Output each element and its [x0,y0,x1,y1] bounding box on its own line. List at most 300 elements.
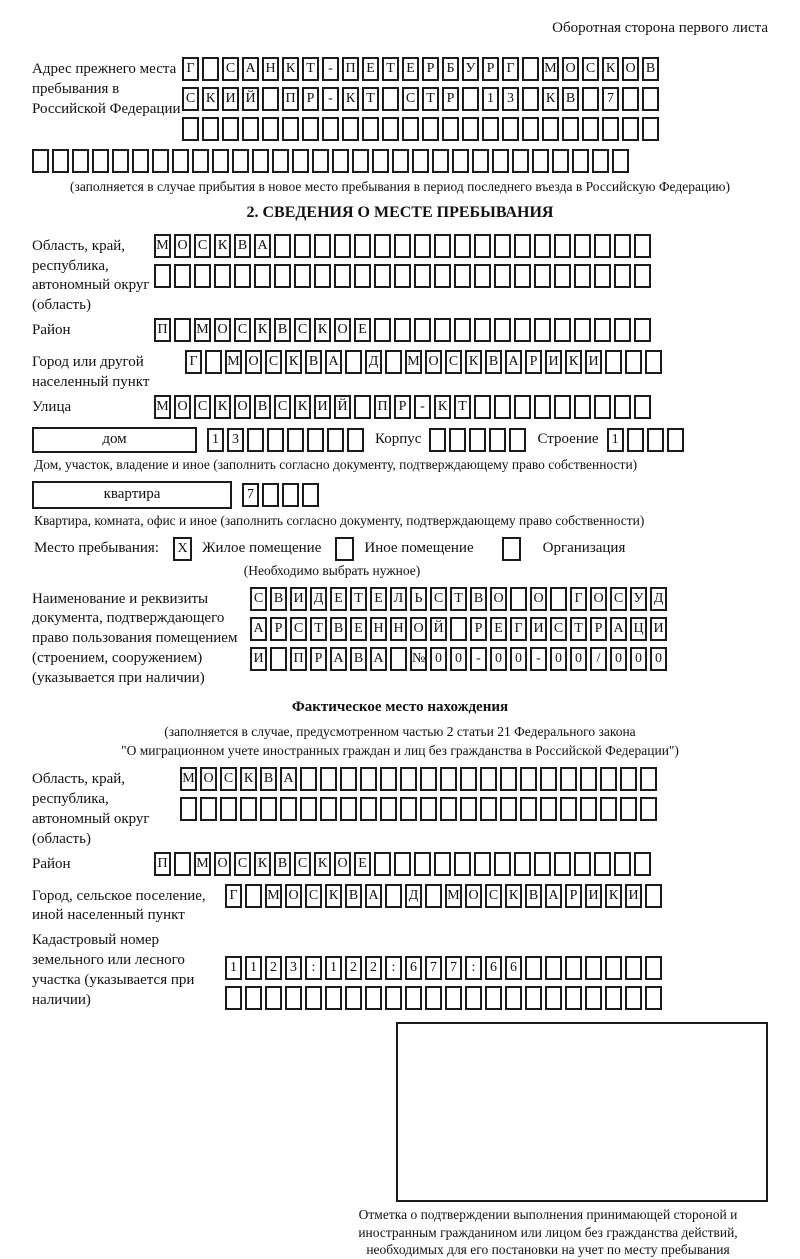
char-box: Ц [630,617,647,641]
char-box: В [274,318,291,342]
char-box: 2 [365,956,382,980]
region-field [32,234,768,316]
char-box [365,986,382,1010]
char-box [622,117,639,141]
char-box [282,117,299,141]
char-box [449,428,466,452]
char-box: С [234,318,251,342]
char-box: В [260,767,277,791]
char-box [460,797,477,821]
char-box [394,318,411,342]
char-box: № [410,647,427,671]
stay-other-checkbox [335,537,354,561]
char-box [614,395,631,419]
char-box [634,264,651,288]
char-box: / [590,647,607,671]
char-box: 3 [227,428,244,452]
char-box [594,852,611,876]
char-box: К [214,395,231,419]
char-box [342,117,359,141]
char-box: К [434,395,451,419]
char-box [454,318,471,342]
char-box [414,264,431,288]
char-box: - [414,395,431,419]
house-label-box: дом [32,427,197,453]
char-box [522,87,539,111]
char-box: Б [442,57,459,81]
prev-address-row-1 [182,57,662,81]
char-box [354,264,371,288]
stay-residential-checkbox: X [173,537,192,561]
char-box: С [582,57,599,81]
char-box [474,264,491,288]
confirmation-stamp-box [396,1022,768,1202]
char-box [302,117,319,141]
char-box [542,117,559,141]
char-box [352,149,369,173]
char-box [640,767,657,791]
char-box [302,483,319,507]
region-row-1 [154,234,654,258]
char-box [474,852,491,876]
document-field [32,587,768,689]
char-box: О [174,234,191,258]
char-box [634,234,651,258]
char-box: С [250,587,267,611]
char-box: И [650,617,667,641]
char-box [520,797,537,821]
char-box: К [542,87,559,111]
char-box: А [280,767,297,791]
char-box [152,149,169,173]
char-box [494,395,511,419]
char-box: О [245,350,262,374]
char-box [514,264,531,288]
char-box: П [154,852,171,876]
char-box: В [562,87,579,111]
char-box: М [194,852,211,876]
fact-district-row [154,852,654,876]
char-box [600,797,617,821]
char-box [400,797,417,821]
char-box [305,986,322,1010]
stay-type-label: Место пребывания: [34,540,159,557]
city-label: Город или другой населенный пункт [32,354,150,390]
char-box [509,428,526,452]
char-box: 1 [207,428,224,452]
char-box: С [485,884,502,908]
char-box: К [314,852,331,876]
char-box [554,395,571,419]
char-box [482,117,499,141]
street-field [32,395,768,425]
char-box: 6 [505,956,522,980]
char-box: Р [525,350,542,374]
char-box: К [240,767,257,791]
char-box [374,264,391,288]
char-box: Р [270,617,287,641]
char-box: 0 [510,647,527,671]
char-box: О [410,617,427,641]
stroenie-boxes [607,428,687,452]
char-box: С [294,318,311,342]
char-box: 1 [482,87,499,111]
district-row [154,318,654,342]
char-box [262,117,279,141]
char-box: О [590,587,607,611]
char-box: Е [354,318,371,342]
cadastral-row-1 [225,956,665,980]
char-box [494,234,511,258]
char-box [614,852,631,876]
char-box [272,149,289,173]
char-box [462,87,479,111]
char-box: М [180,767,197,791]
char-box: - [530,647,547,671]
char-box [462,117,479,141]
char-box: 2 [345,956,362,980]
char-box [645,986,662,1010]
char-box [522,117,539,141]
char-box [282,483,299,507]
char-box [280,797,297,821]
char-box: П [282,87,299,111]
char-box: М [154,234,171,258]
char-box [574,852,591,876]
char-box: В [274,852,291,876]
char-box [620,767,637,791]
char-box [332,149,349,173]
char-box [554,234,571,258]
char-box: Й [334,395,351,419]
char-box [334,234,351,258]
char-box [354,234,371,258]
char-box: П [374,395,391,419]
char-box [565,956,582,980]
char-box [454,852,471,876]
char-box: 7 [445,956,462,980]
char-box [502,117,519,141]
char-box: С [265,350,282,374]
char-box [645,884,662,908]
char-box [340,767,357,791]
fact-region-label: Область, край, республика, автономный округ (область) [32,771,150,847]
fact-region-row-1 [180,767,660,791]
char-box: К [254,318,271,342]
char-box [345,350,362,374]
char-box: 0 [570,647,587,671]
char-box: С [610,587,627,611]
char-box [592,149,609,173]
char-box [180,797,197,821]
char-box [574,264,591,288]
char-box [270,647,287,671]
char-box [534,264,551,288]
char-box [622,87,639,111]
char-box [260,797,277,821]
char-box [534,395,551,419]
char-box: В [350,647,367,671]
apartment-field [32,481,768,509]
char-box [514,395,531,419]
actual-location-heading: Фактическое место нахождения [291,698,509,715]
char-box [645,350,662,374]
char-box [465,986,482,1010]
char-box: Т [350,587,367,611]
char-box [382,117,399,141]
char-box [360,767,377,791]
char-box [605,986,622,1010]
char-box [254,264,271,288]
char-box [314,234,331,258]
char-box [414,852,431,876]
char-box: - [470,647,487,671]
char-box [520,767,537,791]
char-box [625,986,642,1010]
char-box: Д [365,350,382,374]
char-box [532,149,549,173]
char-box [274,234,291,258]
char-box [182,117,199,141]
char-box [205,350,222,374]
char-box [287,428,304,452]
char-box: К [294,395,311,419]
street-row [154,395,654,419]
corner-note: Оборотная сторона первого листа [552,20,768,36]
char-box: О [465,884,482,908]
char-box [265,986,282,1010]
char-box [32,149,49,173]
char-box [222,117,239,141]
char-box: А [254,234,271,258]
char-box: А [370,647,387,671]
char-box: М [265,884,282,908]
char-box: Г [182,57,199,81]
char-box: 3 [502,87,519,111]
char-box: 6 [485,956,502,980]
confirmation-caption: Отметка о подтверждении выполнения принимающей стороной и иностранным гражданином или лицом без гражданства действий, необходимых для его постановки на учет по месту пребывания [358,1207,738,1258]
char-box: С [290,617,307,641]
prev-address-row-2 [182,87,662,111]
char-box [474,318,491,342]
char-box: Е [330,587,347,611]
char-box [174,852,191,876]
char-box [640,797,657,821]
char-box [385,986,402,1010]
char-box: Е [354,852,371,876]
char-box: П [290,647,307,671]
char-box [582,87,599,111]
char-box [92,149,109,173]
char-box [434,318,451,342]
char-box: 2 [265,956,282,980]
region-label: Область, край, республика, автономный округ (область) [32,237,150,314]
prev-address-field [32,57,768,147]
char-box: 0 [550,647,567,671]
char-box: 0 [430,647,447,671]
district-field [32,318,768,348]
char-box [472,149,489,173]
char-box [600,767,617,791]
char-box: К [602,57,619,81]
house-field [32,427,768,453]
char-box [572,149,589,173]
korpus-boxes [429,428,529,452]
char-box: Е [370,587,387,611]
char-box [429,428,446,452]
char-box: И [585,350,602,374]
char-box: О [174,395,191,419]
char-box: Т [382,57,399,81]
char-box [214,264,231,288]
char-box [340,797,357,821]
char-box [525,956,542,980]
char-box: Р [482,57,499,81]
char-box [642,117,659,141]
char-box [347,428,364,452]
char-box [560,797,577,821]
char-box [480,797,497,821]
char-box [240,797,257,821]
char-box: И [530,617,547,641]
char-box [247,428,264,452]
char-box: С [430,587,447,611]
char-box [602,117,619,141]
char-box: Й [242,87,259,111]
char-box [642,87,659,111]
char-box [285,986,302,1010]
char-box [394,852,411,876]
char-box [400,767,417,791]
cadastral-row-2 [225,986,665,1010]
char-box: П [342,57,359,81]
char-box: О [234,395,251,419]
char-box: Е [362,57,379,81]
char-box: Е [350,617,367,641]
char-box [614,318,631,342]
char-box [625,350,642,374]
prev-address-label: Адрес прежнего места пребывания в Российской Федерации [32,61,181,117]
char-box [300,797,317,821]
house-number-boxes [207,428,367,452]
char-box: К [202,87,219,111]
prev-address-row-4 [32,149,768,173]
char-box [450,617,467,641]
char-box: Т [422,87,439,111]
char-box: 0 [630,647,647,671]
char-box: А [545,884,562,908]
char-box [320,767,337,791]
char-box [394,264,411,288]
char-box: С [445,350,462,374]
char-box [510,587,527,611]
char-box: Т [310,617,327,641]
stay-residential-label: Жилое помещение [202,540,322,557]
char-box: О [214,852,231,876]
char-box: И [314,395,331,419]
char-box [334,264,351,288]
char-box: О [425,350,442,374]
fact-region-row-2 [180,797,660,821]
char-box [594,318,611,342]
char-box [434,264,451,288]
prev-address-rows [182,57,662,147]
char-box [242,117,259,141]
char-box [292,149,309,173]
char-box [314,264,331,288]
char-box: Г [570,587,587,611]
char-box: Д [405,884,422,908]
street-label: Улица [32,398,72,415]
char-box: : [305,956,322,980]
stay-type-field [34,537,768,561]
fact-city-label: Город, сельское поселение, иной населенный пункт [32,887,206,924]
stay-organization-label: Организация [542,540,626,557]
char-box [554,264,571,288]
char-box: О [562,57,579,81]
char-box: Т [362,87,379,111]
char-box [494,264,511,288]
korpus-label: Корпус [375,431,422,448]
char-box [322,117,339,141]
fact-district-field [32,852,768,882]
char-box [522,57,539,81]
char-box [574,318,591,342]
char-box: К [214,234,231,258]
char-box [374,234,391,258]
char-box [562,117,579,141]
fact-region-field [32,767,768,849]
city-row [185,350,665,374]
char-box [594,264,611,288]
char-box [362,117,379,141]
char-box: А [505,350,522,374]
section2-heading: 2. СВЕДЕНИЯ О МЕСТЕ ПРЕБЫВАНИЯ [246,203,554,221]
char-box [554,318,571,342]
char-box: Д [650,587,667,611]
char-box [232,149,249,173]
char-box: И [222,87,239,111]
char-box [574,234,591,258]
char-box [494,318,511,342]
char-box [552,149,569,173]
char-box: 7 [425,956,442,980]
char-box: К [605,884,622,908]
char-box: 1 [607,428,624,452]
char-box: О [622,57,639,81]
char-box [469,428,486,452]
char-box [620,797,637,821]
char-box: В [485,350,502,374]
apartment-caption: Квартира, комната, офис и иное (заполнить согласно документу, подтверждающему право собственности) [34,512,645,528]
char-box [594,395,611,419]
char-box [392,149,409,173]
char-box: - [322,87,339,111]
char-box: О [200,767,217,791]
char-box: 3 [285,956,302,980]
char-box [440,767,457,791]
char-box [434,234,451,258]
char-box: В [254,395,271,419]
char-box: И [625,884,642,908]
char-box: И [545,350,562,374]
char-box [320,797,337,821]
char-box: С [194,234,211,258]
char-box [294,234,311,258]
cadastral-field [32,928,768,1016]
district-label: Район [32,322,71,339]
char-box [500,767,517,791]
